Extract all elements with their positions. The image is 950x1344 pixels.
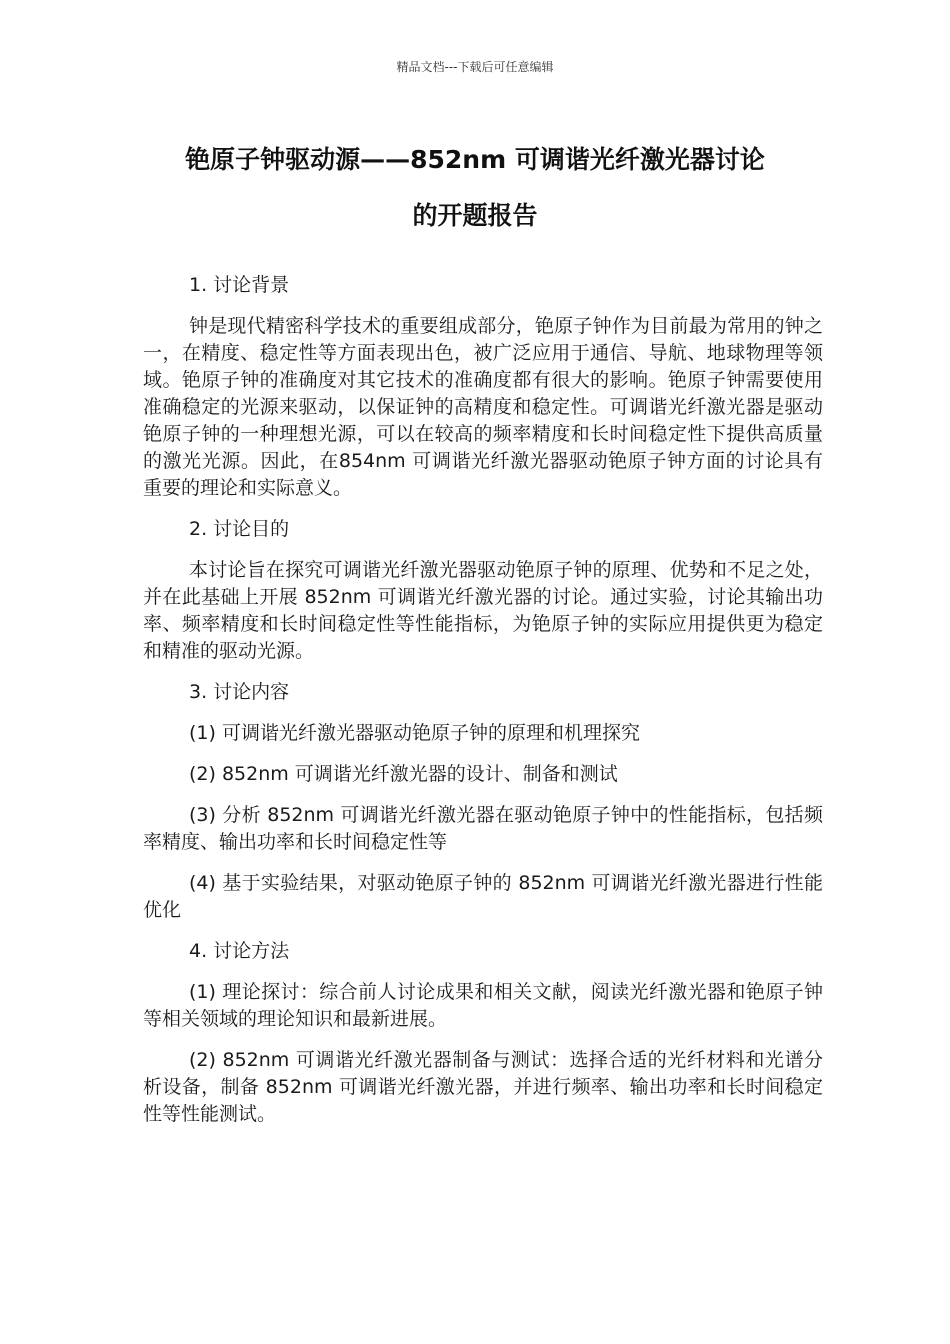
header-note: 精品文档---下载后可任意编辑 xyxy=(396,60,554,74)
section-heading-purpose: 2. 讨论目的 xyxy=(189,518,290,540)
section-heading-background: 1. 讨论背景 xyxy=(189,274,290,296)
content-item-2: (2) 852nm 可调谐光纤激光器的设计、制备和测试 xyxy=(189,763,618,785)
content-item-4: (4) 基于实验结果，对驱动铯原子钟的 852nm 可调谐光纤激光器进行性能优化 xyxy=(143,872,823,921)
paragraph-purpose: 本讨论旨在探究可调谐光纤激光器驱动铯原子钟的原理、优势和不足之处，并在此基础上开展 852nm 可调谐光纤激光器的讨论。通过实验，讨论其输出功率、频率精度和长时间稳定性等性能指标，为铯原子钟的实际应用提供更为稳定和精准的驱动光源。 xyxy=(143,559,823,662)
content-item-1: (1) 可调谐光纤激光器驱动铯原子钟的原理和机理探究 xyxy=(189,722,640,744)
content-item-3: (3) 分析 852nm 可调谐光纤激光器在驱动铯原子钟中的性能指标，包括频率精度、输出功率和长时间稳定性等 xyxy=(143,804,823,853)
method-item-2: (2) 852nm 可调谐光纤激光器制备与测试：选择合适的光纤材料和光谱分析设备，制备 852nm 可调谐光纤激光器，并进行频率、输出功率和长时间稳定性等性能测试。 xyxy=(143,1049,823,1125)
section-heading-content: 3. 讨论内容 xyxy=(189,681,290,703)
document-body xyxy=(143,272,823,1142)
document-title-line-1: 铯原子钟驱动源——852nm 可调谐光纤激光器讨论 xyxy=(185,145,765,174)
paragraph-background: 钟是现代精密科学技术的重要组成部分，铯原子钟作为目前最为常用的钟之一，在精度、稳定性等方面表现出色，被广泛应用于通信、导航、地球物理等领域。铯原子钟的准确度对其它技术的准确度都有很大的影响。铯原子钟需要使用准确稳定的光源来驱动，以保证钟的高精度和稳定性。可调谐光纤激光器是驱动铯原子钟的一种理想光源，可以在较高的频率精度和长时间稳定性下提供高质量的激光光源。因此，在854nm 可调谐光纤激光器驱动铯原子钟方面的讨论具有重要的理论和实际意义。 xyxy=(143,315,823,499)
section-heading-method: 4. 讨论方法 xyxy=(189,940,290,962)
method-item-1: (1) 理论探讨：综合前人讨论成果和相关文献，阅读光纤激光器和铯原子钟等相关领域的理论知识和最新进展。 xyxy=(143,981,823,1030)
document-title-line-2: 的开题报告 xyxy=(412,201,538,230)
